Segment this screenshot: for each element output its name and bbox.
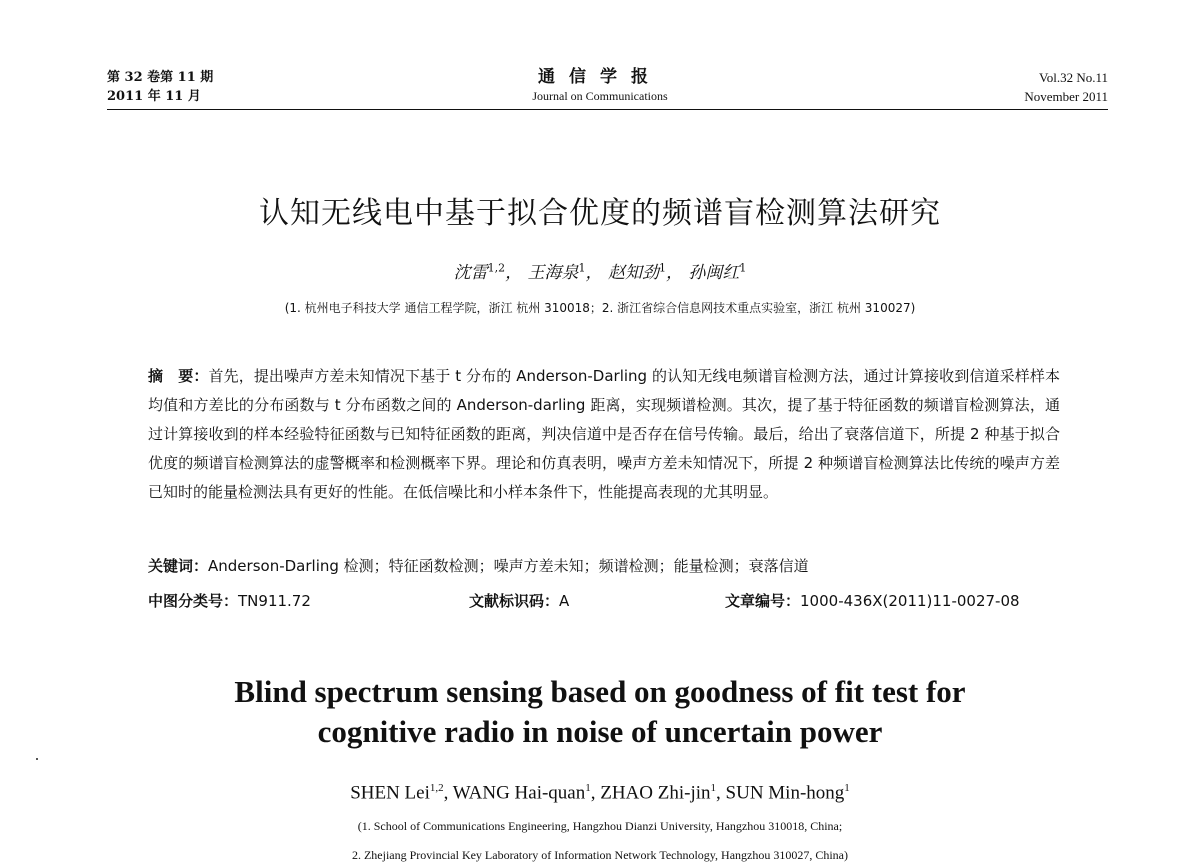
issue-date: 2011 年 11 月 (107, 89, 201, 104)
keywords-cn (148, 555, 809, 576)
author-name: WANG Hai-quan (452, 782, 586, 804)
journal-name-cn: 通信学报 (538, 67, 662, 87)
author-list-cn: 沈雷$^{1,2}$， 王海泉$^1$， 赵知劲$^1$， 孙闽红$^1$ (453, 261, 747, 283)
author-affil-mark: 1 (658, 261, 666, 275)
affiliation-cn: (1. 杭州电子科技大学 通信工程学院，浙江 杭州 310018；2. 浙江省综合信息网技术重点实验室，浙江 杭州 310027) (284, 301, 916, 315)
author-name: 赵知劲 (607, 263, 659, 283)
author-name: 王海泉 (527, 263, 579, 283)
paper-title-en-line1: Blind spectrum sensing based on goodness of fit test for (234, 674, 966, 709)
article-label: 文章编号： (725, 592, 801, 610)
document-code (469, 590, 569, 611)
author-affil-mark: 1 (739, 261, 747, 275)
clc-label: 中图分类号： (148, 592, 239, 610)
abstract-cn (148, 362, 1060, 507)
clc-number (148, 590, 311, 611)
journal-name (0, 66, 1200, 104)
author-name: 孙闽红 (688, 263, 740, 283)
author-list-en: SHEN Lei$^{1,2}$, WANG Hai-quan$^1$, ZHAO Zhi-jin$^1$, SUN Min-hong$^1$ (350, 782, 850, 804)
author-name: SHEN Lei (350, 782, 430, 804)
author-affil-mark: 1 (585, 782, 591, 794)
article-value: 1000-436X(2011)11-0027-08 (800, 592, 1020, 610)
paper-title-en (0, 672, 1200, 752)
keywords-label: 关键词： (148, 557, 209, 575)
header-rule (107, 109, 1108, 110)
paper-title-cn: 认知无线电中基于拟合优度的频谱盲检测算法研究 (259, 196, 941, 231)
affiliation-en-1: (1. School of Communications Engineering, Hangzhou Dianzi University, Hangzhou 310018, China; (357, 819, 843, 833)
doc-value: A (559, 592, 570, 610)
author-affil-mark: 1,2 (429, 782, 444, 794)
paper-title-en-line2: cognitive radio in noise of uncertain power (317, 714, 883, 749)
abstract-label: 摘 要： (148, 367, 209, 385)
abstract-text: 首先，提出噪声方差未知情况下基于 t 分布的 Anderson-Darling 的认知无线电频谱盲检测方法，通过计算接收到信道采样样本均值和方差比的分布函数与 t 分布函数之间的 Anderson-darling 距离，实现频谱检测。其次，提了基于特征函数的频谱盲检测算法，通过计算接收到的样本经验特征函数与已知特征函数的距离，判决信道中是否存在信号传输。最后，给出了衰落信道下，所提 2 种基于拟合优度的频谱盲检测算法的虚警概率和检测概率下界。理论和仿真表明，噪声方差未知情况下，所提 2 种频谱盲检测算法比传统的噪声方差已知时的能量检测法具有更好的性能。在低信噪比和小样本条件下，性能提高表现的尤其明显。 (148, 367, 1060, 501)
doc-label: 文献标识码： (469, 592, 560, 610)
author-affil-mark: 1 (844, 782, 850, 794)
clc-value: TN911.72 (238, 592, 311, 610)
author-name: 沈雷 (453, 263, 488, 283)
volume-info (1024, 68, 1108, 106)
volume-number: Vol.32 No.11 (1039, 70, 1108, 85)
issue-volume: 第 32 卷第 11 期 (107, 70, 214, 85)
volume-date: November 2011 (1024, 89, 1108, 104)
keywords-text: Anderson-Darling 检测；特征函数检测；噪声方差未知；频谱检测；能量检测；衰落信道 (208, 557, 809, 575)
author-affil-mark: 1 (578, 261, 586, 275)
journal-name-en: Journal on Communications (532, 89, 668, 103)
author-name: ZHAO Zhi-jin (600, 782, 711, 804)
scan-speck (36, 758, 38, 760)
author-affil-mark: 1 (710, 782, 717, 794)
author-name: SUN Min-hong (725, 782, 845, 804)
affiliation-en-2: 2. Zhejiang Provincial Key Laboratory of Information Network Technology, Hangzhou 310027, China) (351, 848, 849, 862)
author-affil-mark: 1,2 (487, 261, 506, 275)
article-number (725, 590, 1020, 611)
